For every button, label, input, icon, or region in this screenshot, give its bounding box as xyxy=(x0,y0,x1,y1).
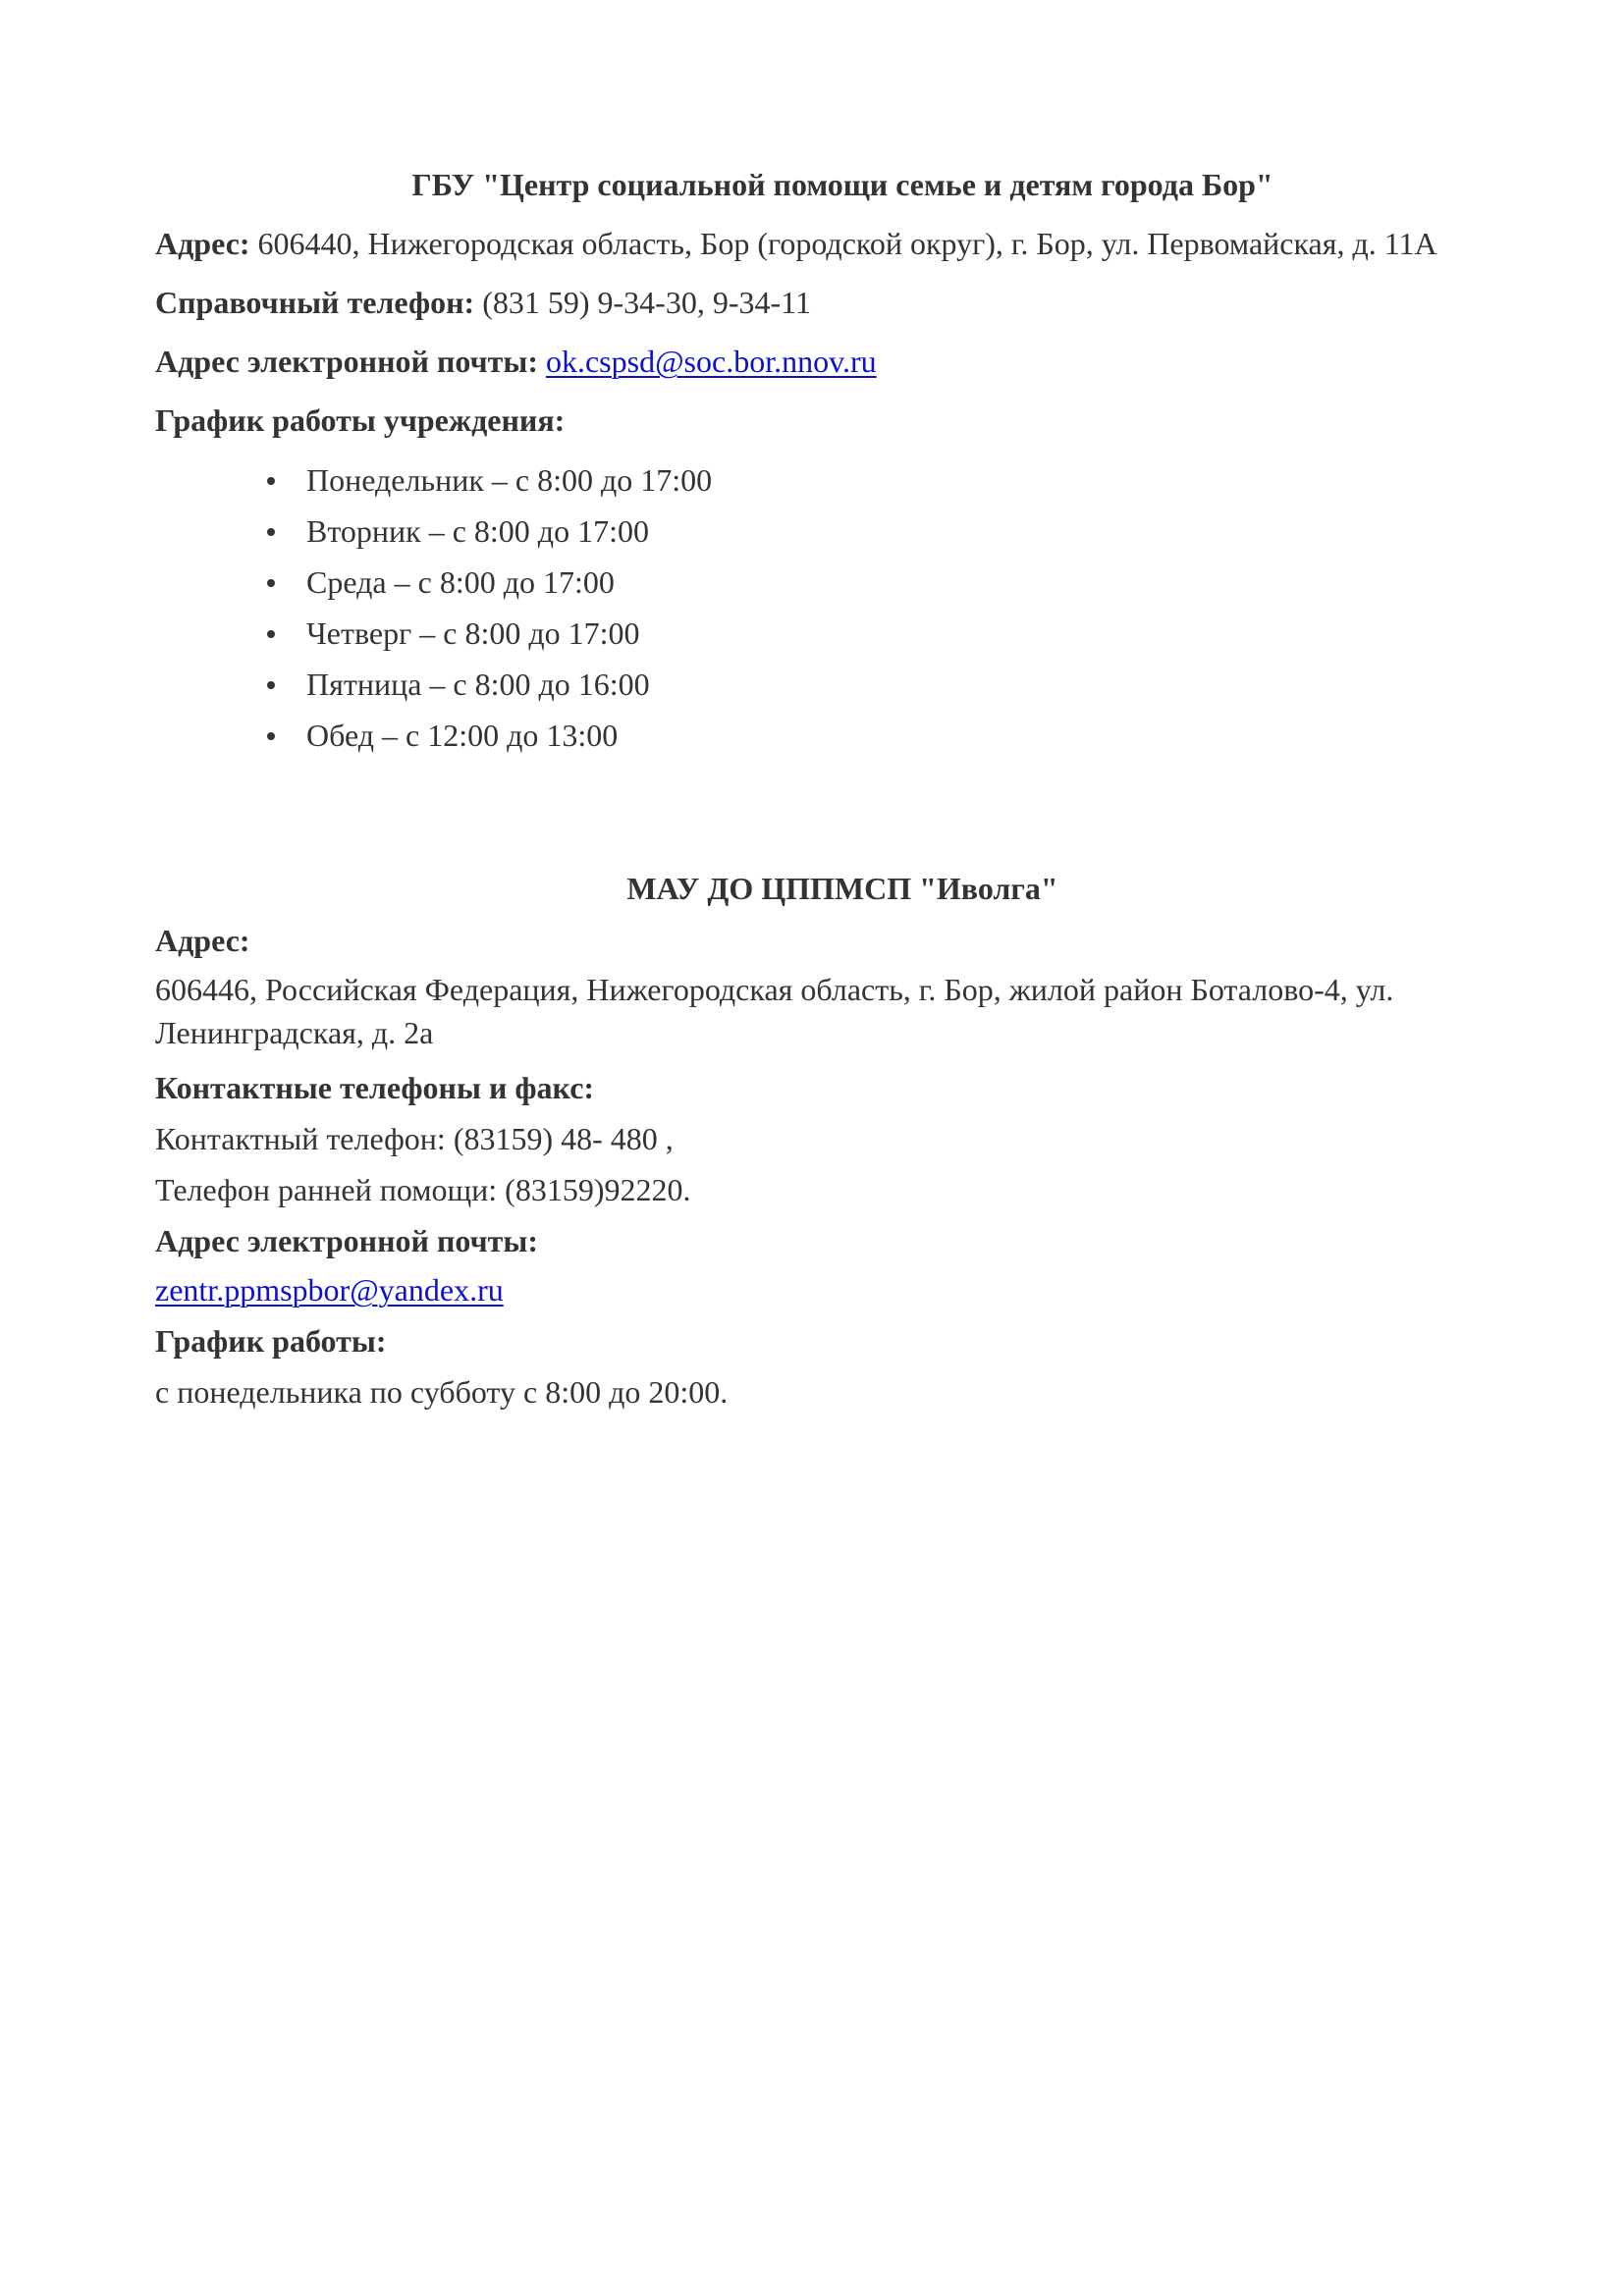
schedule-item-text: Понедельник – с 8:00 до 17:00 xyxy=(306,462,713,498)
org2-phone1: Контактный телефон: (83159) 48- 480 , xyxy=(155,1121,674,1156)
bullet-icon xyxy=(261,511,281,551)
bullet-icon xyxy=(261,665,281,704)
schedule-item-text: Вторник – с 8:00 до 17:00 xyxy=(306,513,649,549)
org2-phones-label: Контактные телефоны и факс: xyxy=(155,1070,595,1105)
org1-phone xyxy=(155,283,811,322)
bullet-icon xyxy=(261,716,281,755)
org2-title: МАУ ДО ЦППМСП "Иволга" xyxy=(626,871,1058,906)
org1-phone-label: Справочный телефон: xyxy=(155,285,475,320)
bullet-icon xyxy=(261,460,281,500)
org2-address-label: Адрес: xyxy=(155,923,250,958)
bullet-icon xyxy=(261,614,281,653)
org2-schedule-label: График работы: xyxy=(155,1323,387,1359)
org1-email-link[interactable]: ok.cspsd@soc.bor.nnov.ru xyxy=(545,344,877,379)
schedule-item-text: Среда – с 8:00 до 17:00 xyxy=(306,564,615,600)
org1-title: ГБУ "Центр социальной помощи семье и детям города Бор" xyxy=(411,167,1273,202)
org2-schedule-value: с понедельника по субботу с 8:00 до 20:00. xyxy=(155,1374,729,1410)
org1-schedule-label: График работы учреждения: xyxy=(155,402,566,438)
org2-email xyxy=(155,1270,504,1309)
org1-address-label: Адрес: xyxy=(155,226,250,261)
org2-address-line1: 606446, Российская Федерация, Нижегородская область, г. Бор, жилой район Боталово-4, ул. xyxy=(155,972,1394,1007)
org1-phone-value: (831 59) 9-34-30, 9-34-11 xyxy=(474,285,811,320)
schedule-item-text: Обед – с 12:00 до 13:00 xyxy=(306,718,619,753)
org2-email-label: Адрес электронной почты: xyxy=(155,1223,538,1258)
org1-address-value: 606440, Нижегородская область, Бор (городской округ), г. Бор, ул. Первомайская, д. 11А xyxy=(249,226,1437,261)
org1-email-label: Адрес электронной почты: xyxy=(155,344,538,379)
schedule-item-text: Четверг – с 8:00 до 17:00 xyxy=(306,615,640,651)
org2-address-line2: Ленинградская, д. 2а xyxy=(155,1015,434,1050)
org2-email-link[interactable]: zentr.ppmspbor@yandex.ru xyxy=(155,1272,504,1308)
schedule-item-text: Пятница – с 8:00 до 16:00 xyxy=(306,667,650,702)
org1-address xyxy=(155,224,1437,263)
org2-phone2: Телефон ранней помощи: (83159)92220. xyxy=(155,1172,691,1207)
bullet-icon xyxy=(261,562,281,602)
org1-email xyxy=(155,342,877,381)
